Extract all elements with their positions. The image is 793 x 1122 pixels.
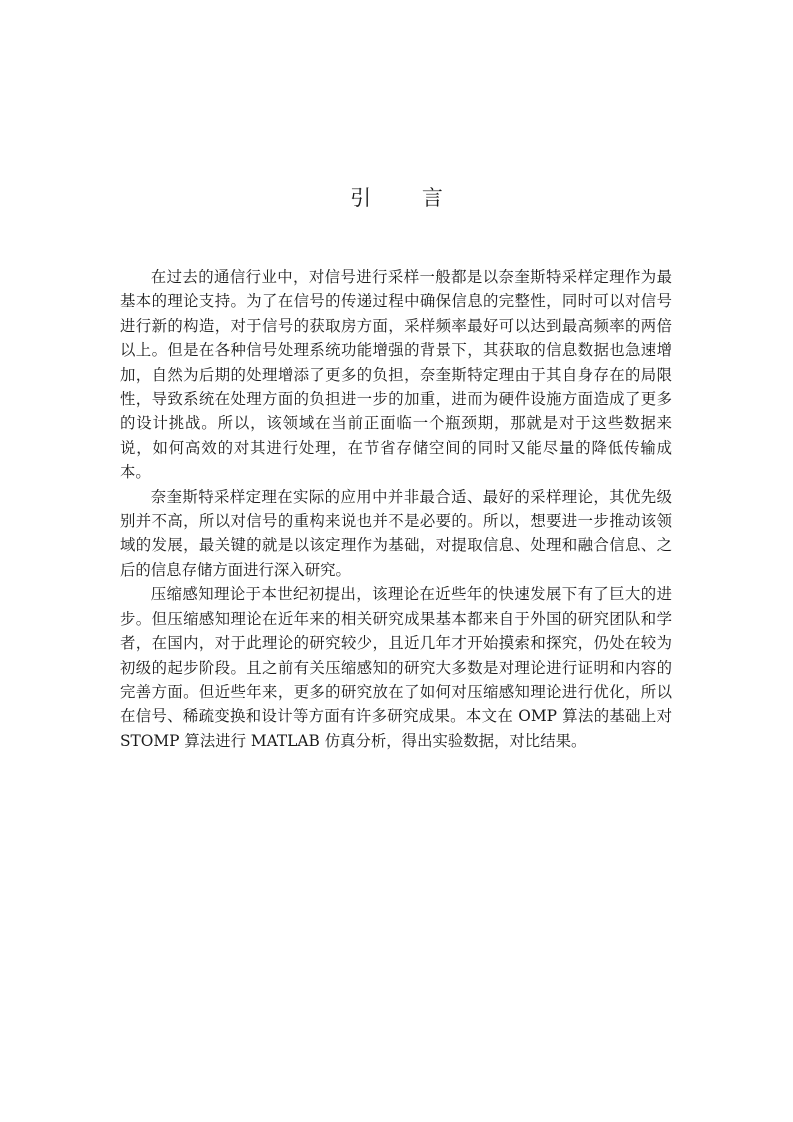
paragraph-2: 奈奎斯特采样定理在实际的应用中并非最合适、最好的采样理论，其优先级别并不高，所以对信号的重构来说也并不是必要的。所以，想要进一步推动该领域的发展，最关键的就是以该定理作为基础，对提取信息、处理和融合信息、之后的信息存储方面进行深入研究。 xyxy=(120,487,672,579)
paragraph-1: 在过去的通信行业中，对信号进行采样一般都是以奈奎斯特采样定理作为最基本的理论支持。为了在信号的传递过程中确保信息的完整性，同时可以对信号进行新的构造，对于信号的获取房方面，采样频率最好可以达到最高频率的两倍以上。但是在各种信号处理系统功能增强的背景下，其获取的信息数据也急速增加，自然为后期的处理增添了更多的负担，奈奎斯特定理由于其自身存在的局限性，导致系统在处理方面的负担进一步的加重，进而为硬件设施方面造成了更多的设计挑战。所以，该领域在当前正面临一个瓶颈期，那就是对于这些数据来说，如何高效的对其进行处理，在节省存储空间的同时又能尽量的降低传输成本。 xyxy=(120,268,672,482)
document-body xyxy=(120,265,672,753)
paragraph-3: 压缩感知理论于本世纪初提出，该理论在近些年的快速发展下有了巨大的进步。但压缩感知理论在近年来的相关研究成果基本都来自于外国的研究团队和学者，在国内，对于此理论的研究较少，且近几年才开始摸索和探究，仍处在较为初级的起步阶段。且之前有关压缩感知的研究大多数是对理论进行证明和内容的完善方面。但近些年来，更多的研究放在了如何对压缩感知理论进行优化，所以在信号、稀疏变换和设计等方面有许多研究成果。本文在 OMP 算法的基础上对 STOMP 算法进行 MATLAB 仿真分析，得出实验数据，对比结果。 xyxy=(120,585,672,750)
page-title: 引 言 xyxy=(350,186,465,210)
